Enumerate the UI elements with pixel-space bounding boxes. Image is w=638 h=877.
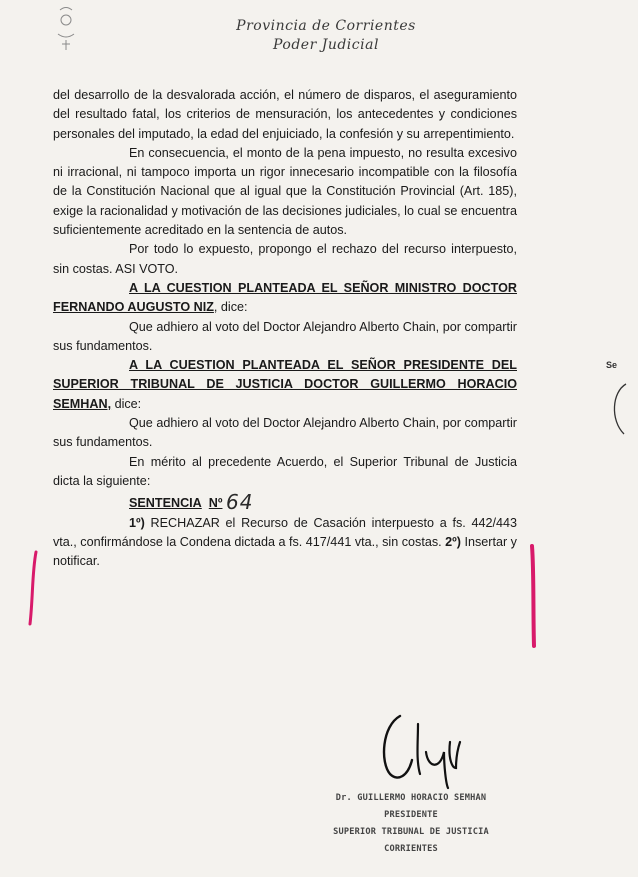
signer-title: PRESIDENTE <box>384 810 438 820</box>
margin-bracket-mark <box>604 380 634 440</box>
paragraph-merito: En mérito al precedente Acuerdo, el Superior Tribunal de Justicia dicta la siguiente: <box>53 454 517 488</box>
paragraph-consecuencia: En consecuencia, el monto de la pena impuesto, no resulta excesivo ni irracional, ni tampoco importa un rigor innecesario incompatible con la filosofía de la Constitución Nacional que al igual que la Constitución Provincial (Art. 185), exige la racionalidad y motivación de las decisiones judiciales, lo cual se encuentra suficientemente acreditado en la sentencia de autos. <box>53 145 517 238</box>
heading-ministro-text: A LA CUESTION PLANTEADA EL SEÑOR MINISTRO DOCTOR FERNANDO AUGUSTO NIZ <box>53 280 517 315</box>
sentencia-label: SENTENCIA <box>129 496 202 511</box>
resolucion-2-num: 2º) <box>445 534 461 549</box>
paragraph-adhesion-1: Que adhiero al voto del Doctor Alejandro Alberto Chain, por compartir sus fundamentos. <box>53 319 517 353</box>
heading-presidente-suffix: dice: <box>111 396 142 411</box>
document-body <box>53 86 517 571</box>
paragraph-resolucion <box>53 514 517 572</box>
sentencia-no: Nº <box>208 496 223 511</box>
signer-name: Dr. GUILLERMO HORACIO SEMHAN <box>335 793 487 803</box>
margin-note: Se <box>606 360 618 370</box>
red-margin-mark-left <box>24 548 44 628</box>
sentencia-heading <box>53 491 517 513</box>
heading-presidente-text: A LA CUESTION PLANTEADA EL SEÑOR PRESIDENTE DEL SUPERIOR TRIBUNAL DE JUSTICIA DOCTOR GUILLERMO HORACIO SEMHAN, <box>53 358 517 411</box>
signature-block <box>296 790 526 858</box>
signer-city: CORRIENTES <box>384 844 438 854</box>
resolucion-2-text: Insertar y notificar. <box>53 534 517 569</box>
paragraph-adhesion-2: Que adhiero al voto del Doctor Alejandro Alberto Chain, por compartir sus fundamentos. <box>53 416 517 450</box>
heading-presidente <box>53 356 517 414</box>
paragraph-voto: Por todo lo expuesto, propongo el rechazo del recurso interpuesto, sin costas. ASI VOTO. <box>53 242 517 276</box>
red-margin-mark-right <box>522 542 542 652</box>
handwritten-signature <box>378 712 488 792</box>
signer-court: SUPERIOR TRIBUNAL DE JUSTICIA <box>333 827 489 837</box>
letterhead <box>196 18 456 53</box>
paragraph-continuation: del desarrollo de la desvalorada acción, el número de disparos, el aseguramiento del resultado fatal, los criterios de mensuración, los antecedentes y condiciones personales del imputado, la edad del enjuiciado, la confesión y su arrepentimiento. <box>53 88 517 141</box>
sentencia-handwritten-number: 64 <box>225 490 254 515</box>
resolucion-1-num: 1º) <box>129 515 145 530</box>
heading-ministro <box>53 279 517 318</box>
coat-of-arms-emblem <box>52 4 80 58</box>
letterhead-judiciary: Poder Judicial <box>273 37 379 53</box>
resolucion-1-text: RECHAZAR el Recurso de Casación interpuesto a fs. 442/443 vta., confirmándose la Condena dictada a fs. 417/441 vta., sin costas. <box>53 515 517 549</box>
letterhead-province: Provincia de Corrientes <box>236 18 416 34</box>
heading-ministro-suffix: , dice: <box>213 300 248 315</box>
